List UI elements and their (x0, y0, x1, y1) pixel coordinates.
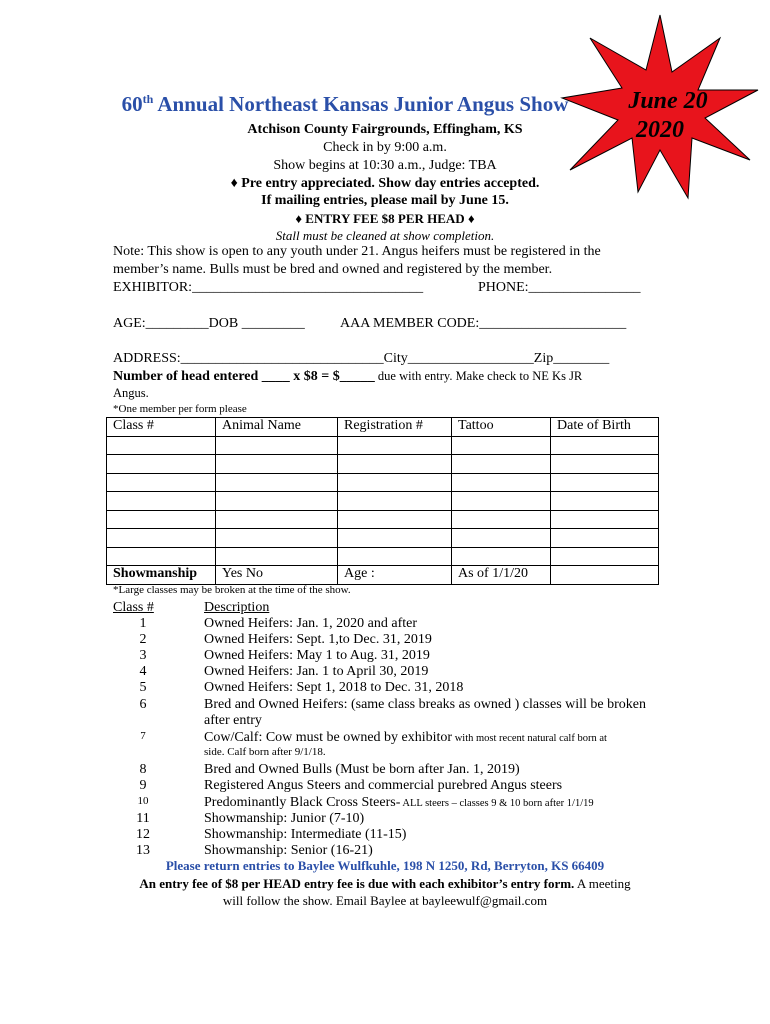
badge-line1: June 20 (628, 88, 708, 114)
class-description-text: Owned Heifers: Jan. 1 to April 30, 2019 (204, 664, 429, 679)
class-description (204, 664, 428, 680)
showmanship-yes-no[interactable]: Yes No (216, 566, 338, 585)
entry-table (106, 417, 659, 585)
class-description (204, 843, 373, 859)
stall-note: Stall must be cleaned at show completion. (275, 228, 495, 243)
class-number: 3 (139, 648, 147, 663)
class-description (204, 762, 520, 778)
class-description-text: Showmanship: Intermediate (11-15) (204, 827, 407, 842)
entry-fee: ♦ ENTRY FEE $8 PER HEAD ♦ (295, 211, 475, 226)
class-number: 5 (139, 680, 147, 695)
class-description (204, 778, 562, 794)
class-description-text: Showmanship: Junior (7-10) (204, 811, 365, 826)
col-class: Class # (107, 418, 216, 437)
table-row[interactable] (107, 510, 659, 529)
class-description-text: Owned Heifers: Sept 1, 2018 to Dec. 31, 2018 (204, 680, 464, 695)
fee-line (0, 876, 770, 892)
class-description-text: Cow/Calf: Cow must be owned by exhibitor (204, 730, 453, 745)
table-row[interactable] (107, 473, 659, 492)
table-row[interactable] (107, 492, 659, 511)
class-number: 4 (139, 664, 147, 679)
fee-rest: A meeting (574, 876, 631, 891)
mailing-note: If mailing entries, please mail by June 15. (261, 193, 509, 208)
showmanship-row[interactable] (107, 566, 659, 585)
class-description-small: with most recent natural calf born at (452, 733, 607, 744)
class-header: Class # (113, 600, 154, 615)
page-title (0, 92, 730, 117)
class-description (204, 680, 463, 696)
badge-line2: 2020 (636, 117, 684, 143)
showmanship-age[interactable]: Age : (338, 566, 452, 585)
note-line2: member’s name. Bulls must be bred and owned and registered by the member. (113, 262, 553, 277)
class-number: 10 (137, 795, 149, 807)
class-number: 12 (136, 827, 150, 842)
large-class-note: *Large classes may be broken at the time of the show. (113, 584, 351, 596)
class-description (204, 648, 430, 664)
class-description (204, 811, 364, 827)
class-description-text: Registered Angus Steers and commercial purebred Angus steers (204, 778, 563, 793)
class-description-text: Showmanship: Senior (16-21) (204, 843, 373, 858)
address-field[interactable]: ADDRESS:_____________________________City__________________Zip________ (113, 351, 610, 366)
class-number: 8 (139, 762, 147, 777)
meeting-email: will follow the show. Email Baylee at bayleewulf@gmail.com (222, 893, 548, 908)
return-address: Please return entries to Baylee Wulfkuhle, 198 N 1250, Rd, Berryton, KS 66409 (165, 858, 605, 873)
one-member-note: *One member per form please (113, 403, 247, 415)
exhibitor-field[interactable]: EXHIBITOR:_________________________________ (113, 280, 424, 295)
show-begins: Show begins at 10:30 a.m., Judge: TBA (273, 158, 497, 173)
class-description-cont: after entry (204, 713, 262, 728)
table-row[interactable] (107, 436, 659, 455)
checkin-time: Check in by 9:00 a.m. (323, 140, 447, 155)
angus-text: Angus. (113, 386, 149, 400)
class-description (204, 697, 646, 713)
class-description-text: Bred and Owned Heifers: (same class breaks as owned ) classes will be broken (204, 697, 647, 712)
table-header-row (107, 418, 659, 437)
fee-bold: An entry fee of $8 per HEAD entry fee is due with each exhibitor’s entry form. (139, 876, 575, 891)
aaa-member-code-field[interactable]: AAA MEMBER CODE:_____________________ (340, 316, 627, 331)
col-registration: Registration # (338, 418, 452, 437)
phone-field[interactable]: PHONE:________________ (478, 280, 641, 295)
title-number: 60 (121, 92, 143, 116)
class-description (204, 616, 417, 632)
class-description-text: Owned Heifers: Jan. 1, 2020 and after (204, 616, 418, 631)
showmanship-label: Showmanship (107, 566, 216, 585)
col-animal-name: Animal Name (216, 418, 338, 437)
class-number: 13 (136, 843, 150, 858)
showmanship-asof: As of 1/1/20 (452, 566, 551, 585)
class-description-text: Bred and Owned Bulls (Must be born after Jan. 1, 2019) (204, 762, 520, 777)
class-description-cont: side. Calf born after 9/1/18. (204, 746, 326, 758)
location: Atchison County Fairgrounds, Effingham, KS (247, 122, 523, 137)
head-count-line (113, 369, 582, 385)
class-description-text: Predominantly Black Cross Steers- (204, 795, 401, 810)
class-description (204, 632, 432, 648)
class-number: 1 (139, 616, 147, 631)
col-dob: Date of Birth (551, 418, 659, 437)
description-header: Description (204, 600, 270, 615)
age-dob-field[interactable]: AGE:_________DOB _________ (113, 316, 305, 331)
class-description (204, 795, 594, 811)
class-number: 9 (139, 778, 147, 793)
preentry-note: ♦ Pre entry appreciated. Show day entries accepted. (230, 176, 540, 191)
table-row[interactable] (107, 547, 659, 566)
title-text: Annual Northeast Kansas Junior Angus Show (153, 92, 569, 116)
class-description-text: Owned Heifers: May 1 to Aug. 31, 2019 (204, 648, 430, 663)
class-description-small: ALL steers – classes 9 & 10 born after 1/1/19 (400, 798, 594, 809)
title-suffix: th (142, 92, 154, 106)
head-count-suffix: due with entry. Make check to NE Ks JR (374, 369, 583, 383)
class-description (204, 827, 406, 843)
note-line1: Note: This show is open to any youth under 21. Angus heifers must be registered in the (113, 244, 601, 259)
class-number: 7 (140, 730, 146, 742)
class-description (204, 730, 607, 746)
table-row[interactable] (107, 455, 659, 474)
class-number: 11 (136, 811, 150, 826)
class-description-text: Owned Heifers: Sept. 1,to Dec. 31, 2019 (204, 632, 432, 647)
class-number: 6 (139, 697, 147, 712)
class-number: 2 (139, 632, 147, 647)
col-tattoo: Tattoo (452, 418, 551, 437)
table-row[interactable] (107, 529, 659, 548)
head-count-field[interactable]: Number of head entered ____ x $8 = $_____ (113, 369, 375, 384)
